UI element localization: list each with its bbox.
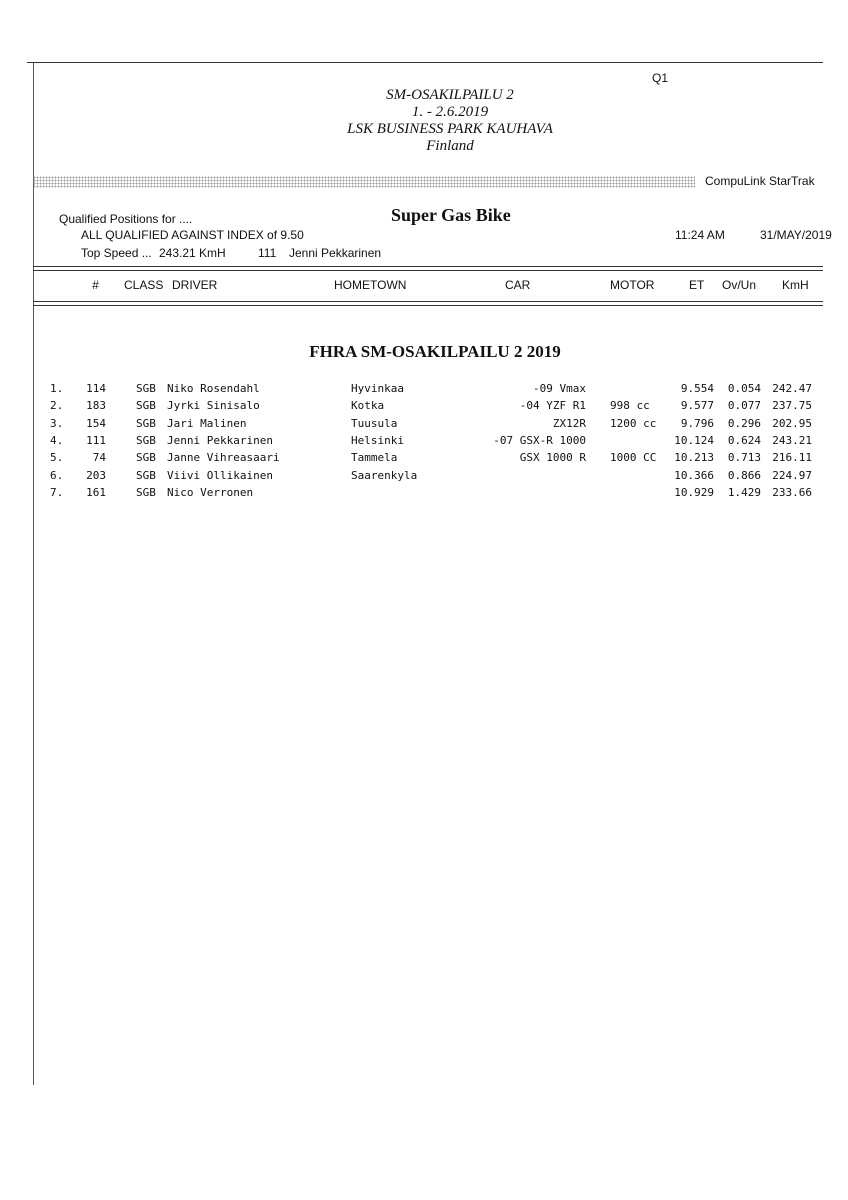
- col-header-motor: MOTOR: [610, 278, 655, 292]
- row-number: 114: [86, 382, 106, 395]
- row-kmh: 237.75: [772, 399, 812, 413]
- row-ovun: 0.296: [727, 416, 761, 430]
- row-kmh: 243.21: [772, 433, 812, 447]
- row-et: 10.366: [674, 468, 714, 482]
- row-kmh: 202.95: [772, 416, 812, 430]
- row-car: GSX 1000 R: [519, 451, 586, 465]
- row-class: SGB: [136, 382, 156, 395]
- row-ovun: 0.866: [727, 468, 761, 482]
- col-header-car: CAR: [505, 278, 531, 292]
- row-kmh: 242.47: [772, 382, 812, 395]
- event-title: SM-OSAKILPAILU 2: [386, 87, 514, 103]
- row-car: -07 GSX-R 1000: [493, 433, 586, 447]
- row-position: 7.: [50, 485, 64, 499]
- row-driver: Nico Verronen: [167, 485, 254, 499]
- report-code: Q1: [652, 71, 669, 85]
- row-et: 9.796: [680, 416, 714, 430]
- row-class: SGB: [136, 433, 156, 447]
- row-number: 154: [86, 416, 106, 430]
- col-header-class: CLASS: [124, 278, 164, 292]
- row-class: SGB: [136, 416, 156, 430]
- top-speed-value: 243.21 KmH: [159, 246, 226, 260]
- row-number: 161: [86, 485, 106, 499]
- row-hometown: Hyvinkaa: [351, 382, 404, 395]
- event-country: Finland: [426, 138, 474, 154]
- row-driver: Janne Vihreasaari: [167, 451, 280, 465]
- row-hometown: Tammela: [351, 451, 398, 465]
- col-header-kmh: KmH: [782, 278, 809, 292]
- col-header-driver: DRIVER: [172, 278, 218, 292]
- row-kmh: 233.66: [772, 485, 812, 499]
- timing-system: CompuLink StarTrak: [705, 174, 815, 188]
- dotted-separator: [33, 176, 695, 188]
- top-speed-driver: Jenni Pekkarinen: [289, 246, 382, 260]
- table-row: [0, 417, 848, 434]
- table-row: [0, 399, 848, 416]
- row-et: 10.929: [674, 485, 714, 499]
- row-et: 10.213: [674, 451, 714, 465]
- table-row: [0, 486, 848, 503]
- col-header-et: ET: [689, 278, 705, 292]
- table-row: [0, 451, 848, 468]
- table-row: [0, 382, 848, 399]
- top-speed-label: Top Speed ...: [81, 246, 152, 260]
- row-driver: Jari Malinen: [167, 416, 247, 430]
- col-header-hometown: HOMETOWN: [334, 278, 407, 292]
- row-driver: Jyrki Sinisalo: [167, 399, 260, 413]
- row-class: SGB: [136, 451, 156, 465]
- row-et: 10.124: [674, 433, 714, 447]
- event-venue: LSK BUSINESS PARK KAUHAVA: [347, 121, 553, 137]
- row-hometown: Saarenkyla: [351, 468, 418, 482]
- row-ovun: 0.624: [727, 433, 761, 447]
- row-position: 3.: [50, 416, 64, 430]
- row-position: 4.: [50, 433, 64, 447]
- row-driver: Niko Rosendahl: [167, 382, 260, 395]
- header-rule-top-2: [33, 270, 823, 271]
- table-row: [0, 434, 848, 451]
- row-car: -09 Vmax: [533, 382, 586, 395]
- row-hometown: Helsinki: [351, 433, 404, 447]
- row-car: ZX12R: [552, 416, 586, 430]
- row-class: SGB: [136, 399, 156, 413]
- row-car: -04 YZF R1: [519, 399, 586, 413]
- row-et: 9.577: [680, 399, 714, 413]
- table-row: [0, 469, 848, 486]
- row-driver: Jenni Pekkarinen: [167, 433, 273, 447]
- row-ovun: 1.429: [727, 485, 761, 499]
- row-number: 111: [86, 433, 106, 447]
- row-hometown: Tuusula: [351, 416, 398, 430]
- left-margin-line: [33, 62, 34, 1085]
- col-header-num: #: [92, 278, 99, 292]
- row-number: 183: [86, 399, 106, 413]
- row-position: 5.: [50, 451, 64, 465]
- row-class: SGB: [136, 468, 156, 482]
- row-ovun: 0.054: [727, 382, 761, 395]
- row-motor: 1000 CC: [610, 451, 657, 465]
- row-kmh: 224.97: [772, 468, 812, 482]
- row-position: 1.: [50, 382, 64, 395]
- header-rule-bottom-1: [33, 301, 823, 302]
- row-hometown: Kotka: [351, 399, 385, 413]
- top-speed-number: 111: [258, 246, 277, 260]
- row-ovun: 0.713: [727, 451, 761, 465]
- top-rule: [27, 62, 823, 63]
- row-position: 6.: [50, 468, 64, 482]
- row-kmh: 216.11: [772, 451, 812, 465]
- row-motor: 998 cc: [610, 399, 650, 413]
- row-ovun: 0.077: [727, 399, 761, 413]
- header-rule-top-1: [33, 266, 823, 267]
- row-class: SGB: [136, 485, 156, 499]
- row-number: 74: [92, 451, 106, 465]
- header-rule-bottom-2: [33, 305, 823, 306]
- row-motor: 1200 cc: [610, 416, 657, 430]
- row-position: 2.: [50, 399, 64, 413]
- qualified-label: Qualified Positions for ....: [59, 212, 193, 226]
- report-time: 11:24 AM: [675, 228, 725, 242]
- event-dates: 1. - 2.6.2019: [411, 104, 489, 120]
- section-title: FHRA SM-OSAKILPAILU 2 2019: [309, 342, 561, 361]
- row-et: 9.554: [680, 382, 714, 395]
- index-line: ALL QUALIFIED AGAINST INDEX of 9.50: [81, 228, 304, 242]
- report-date: 31/MAY/2019: [760, 228, 832, 242]
- row-driver: Viivi Ollikainen: [167, 468, 273, 482]
- class-name: Super Gas Bike: [391, 205, 511, 225]
- row-number: 203: [86, 468, 106, 482]
- col-header-ovun: Ov/Un: [722, 278, 757, 292]
